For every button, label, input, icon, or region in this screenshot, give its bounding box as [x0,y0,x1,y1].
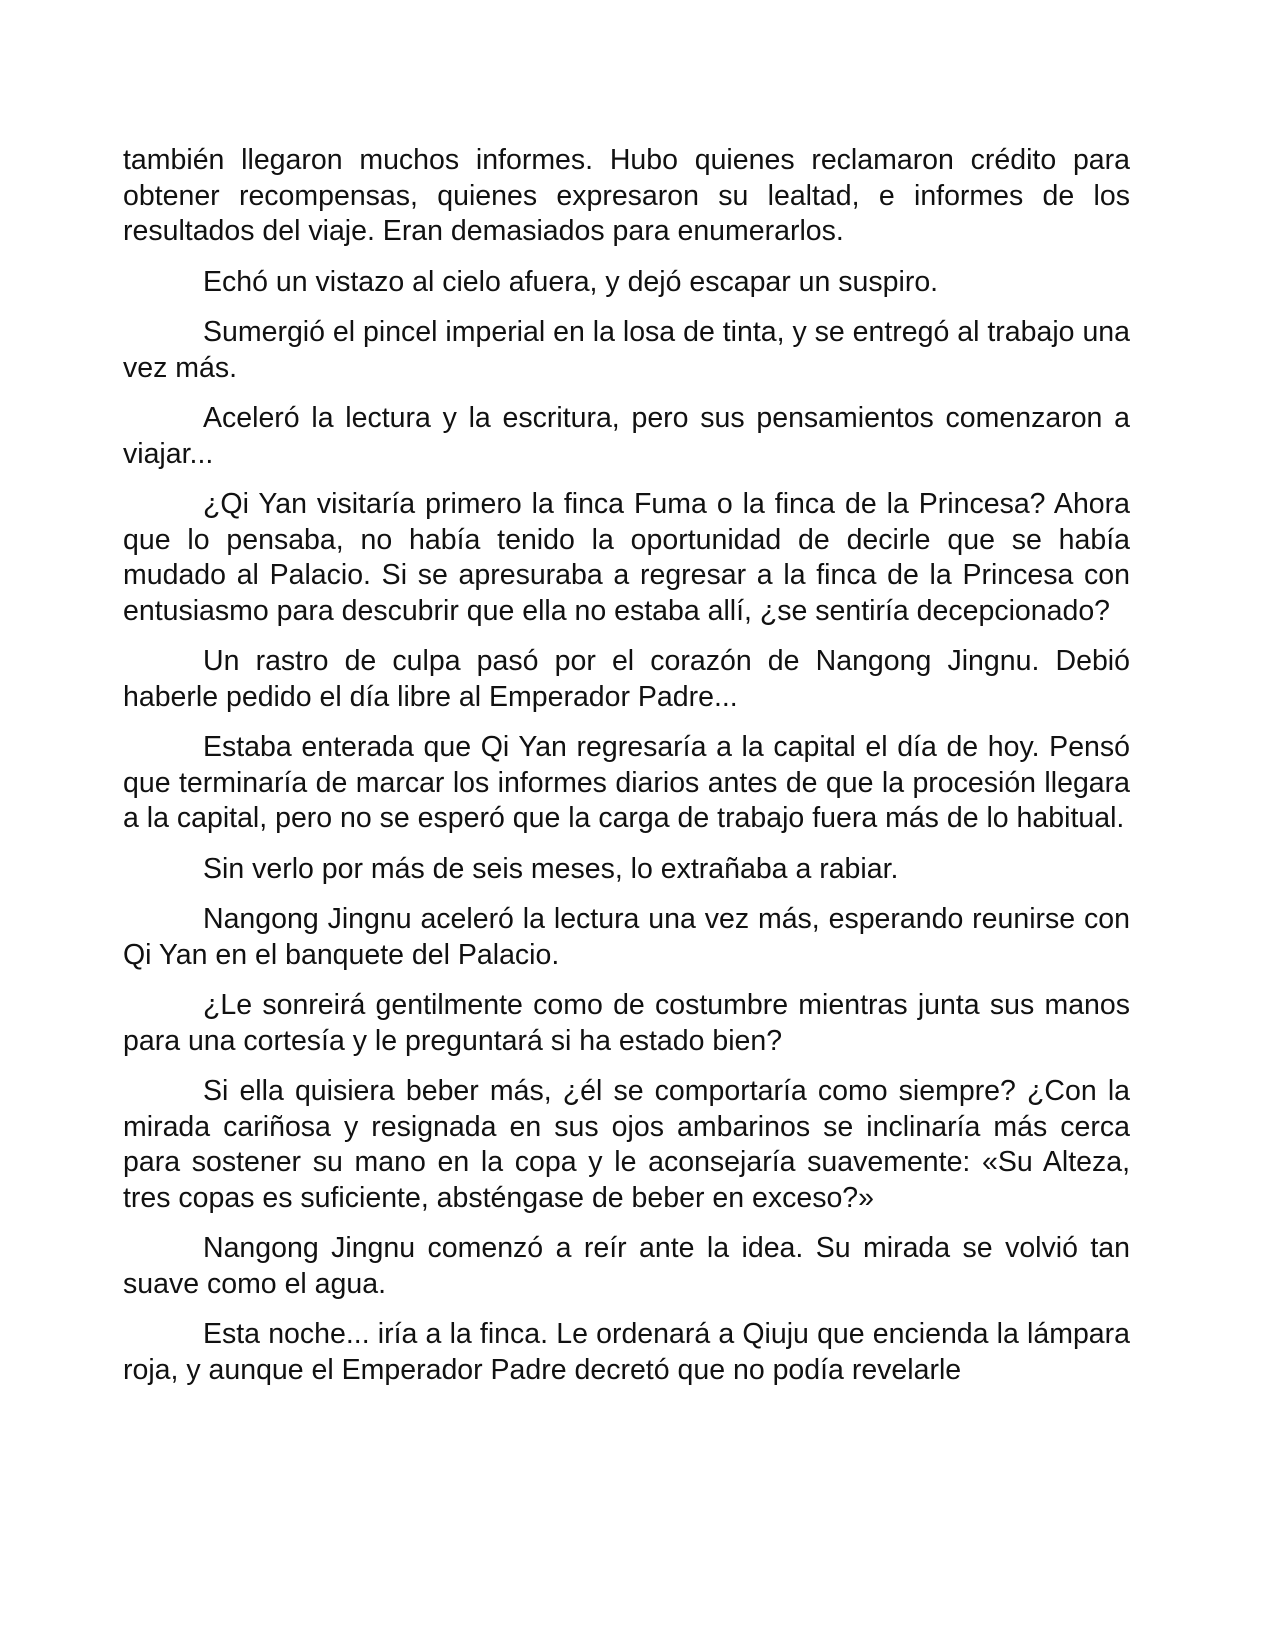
paragraph-4: Aceleró la lectura y la escritura, pero sus pensamientos comenzaron a viajar... [123,402,1130,470]
paragraph-5: ¿Qi Yan visitaría primero la finca Fuma o la finca de la Princesa? Ahora que lo pensaba, no había tenido la oportunidad de decirle que se había mudado al Palacio. Si se apresuraba a regresar a la finca de la Princesa con entusiasmo para descubrir que ella no estaba allí, ¿se sentiría decepcionado? [123,488,1130,627]
document-body [123,143,1130,1403]
paragraph-9: Nangong Jingnu aceleró la lectura una vez más, esperando reunirse con Qi Yan en el banquete del Palacio. [123,903,1130,971]
paragraph-3: Sumergió el pincel imperial en la losa de tinta, y se entregó al trabajo una vez más. [123,316,1130,384]
paragraph-6: Un rastro de culpa pasó por el corazón de Nangong Jingnu. Debió haberle pedido el día libre al Emperador Padre... [123,645,1130,713]
paragraph-2: Echó un vistazo al cielo afuera, y dejó escapar un suspiro. [203,265,939,298]
paragraph-11: Si ella quisiera beber más, ¿él se comportaría como siempre? ¿Con la mirada cariñosa y resignada en sus ojos ambarinos se inclinaría más cerca para sostener su mano en la copa y le aconsejaría suavemente: «Su Alteza, tres copas es suficiente, absténgase de beber en exceso?» [123,1075,1130,1214]
paragraph-10: ¿Le sonreirá gentilmente como de costumbre mientras junta sus manos para una cortesía y le preguntará si ha estado bien? [123,989,1130,1057]
paragraph-13: Esta noche... iría a la finca. Le ordenará a Qiuju que encienda la lámpara roja, y aunque el Emperador Padre decretó que no podía revelarle [123,1318,1130,1386]
paragraph-12: Nangong Jingnu comenzó a reír ante la idea. Su mirada se volvió tan suave como el agua. [123,1232,1130,1300]
paragraph-8: Sin verlo por más de seis meses, lo extrañaba a rabiar. [203,852,899,885]
paragraph-7: Estaba enterada que Qi Yan regresaría a la capital el día de hoy. Pensó que terminaría de marcar los informes diarios antes de que la procesión llegara a la capital, pero no se esperó que la carga de trabajo fuera más de lo habitual. [123,731,1130,834]
paragraph-1: también llegaron muchos informes. Hubo quienes reclamaron crédito para obtener recompensas, quienes expresaron su lealtad, e informes de los resultados del viaje. Eran demasiados para enumerarlos. [123,144,1130,247]
